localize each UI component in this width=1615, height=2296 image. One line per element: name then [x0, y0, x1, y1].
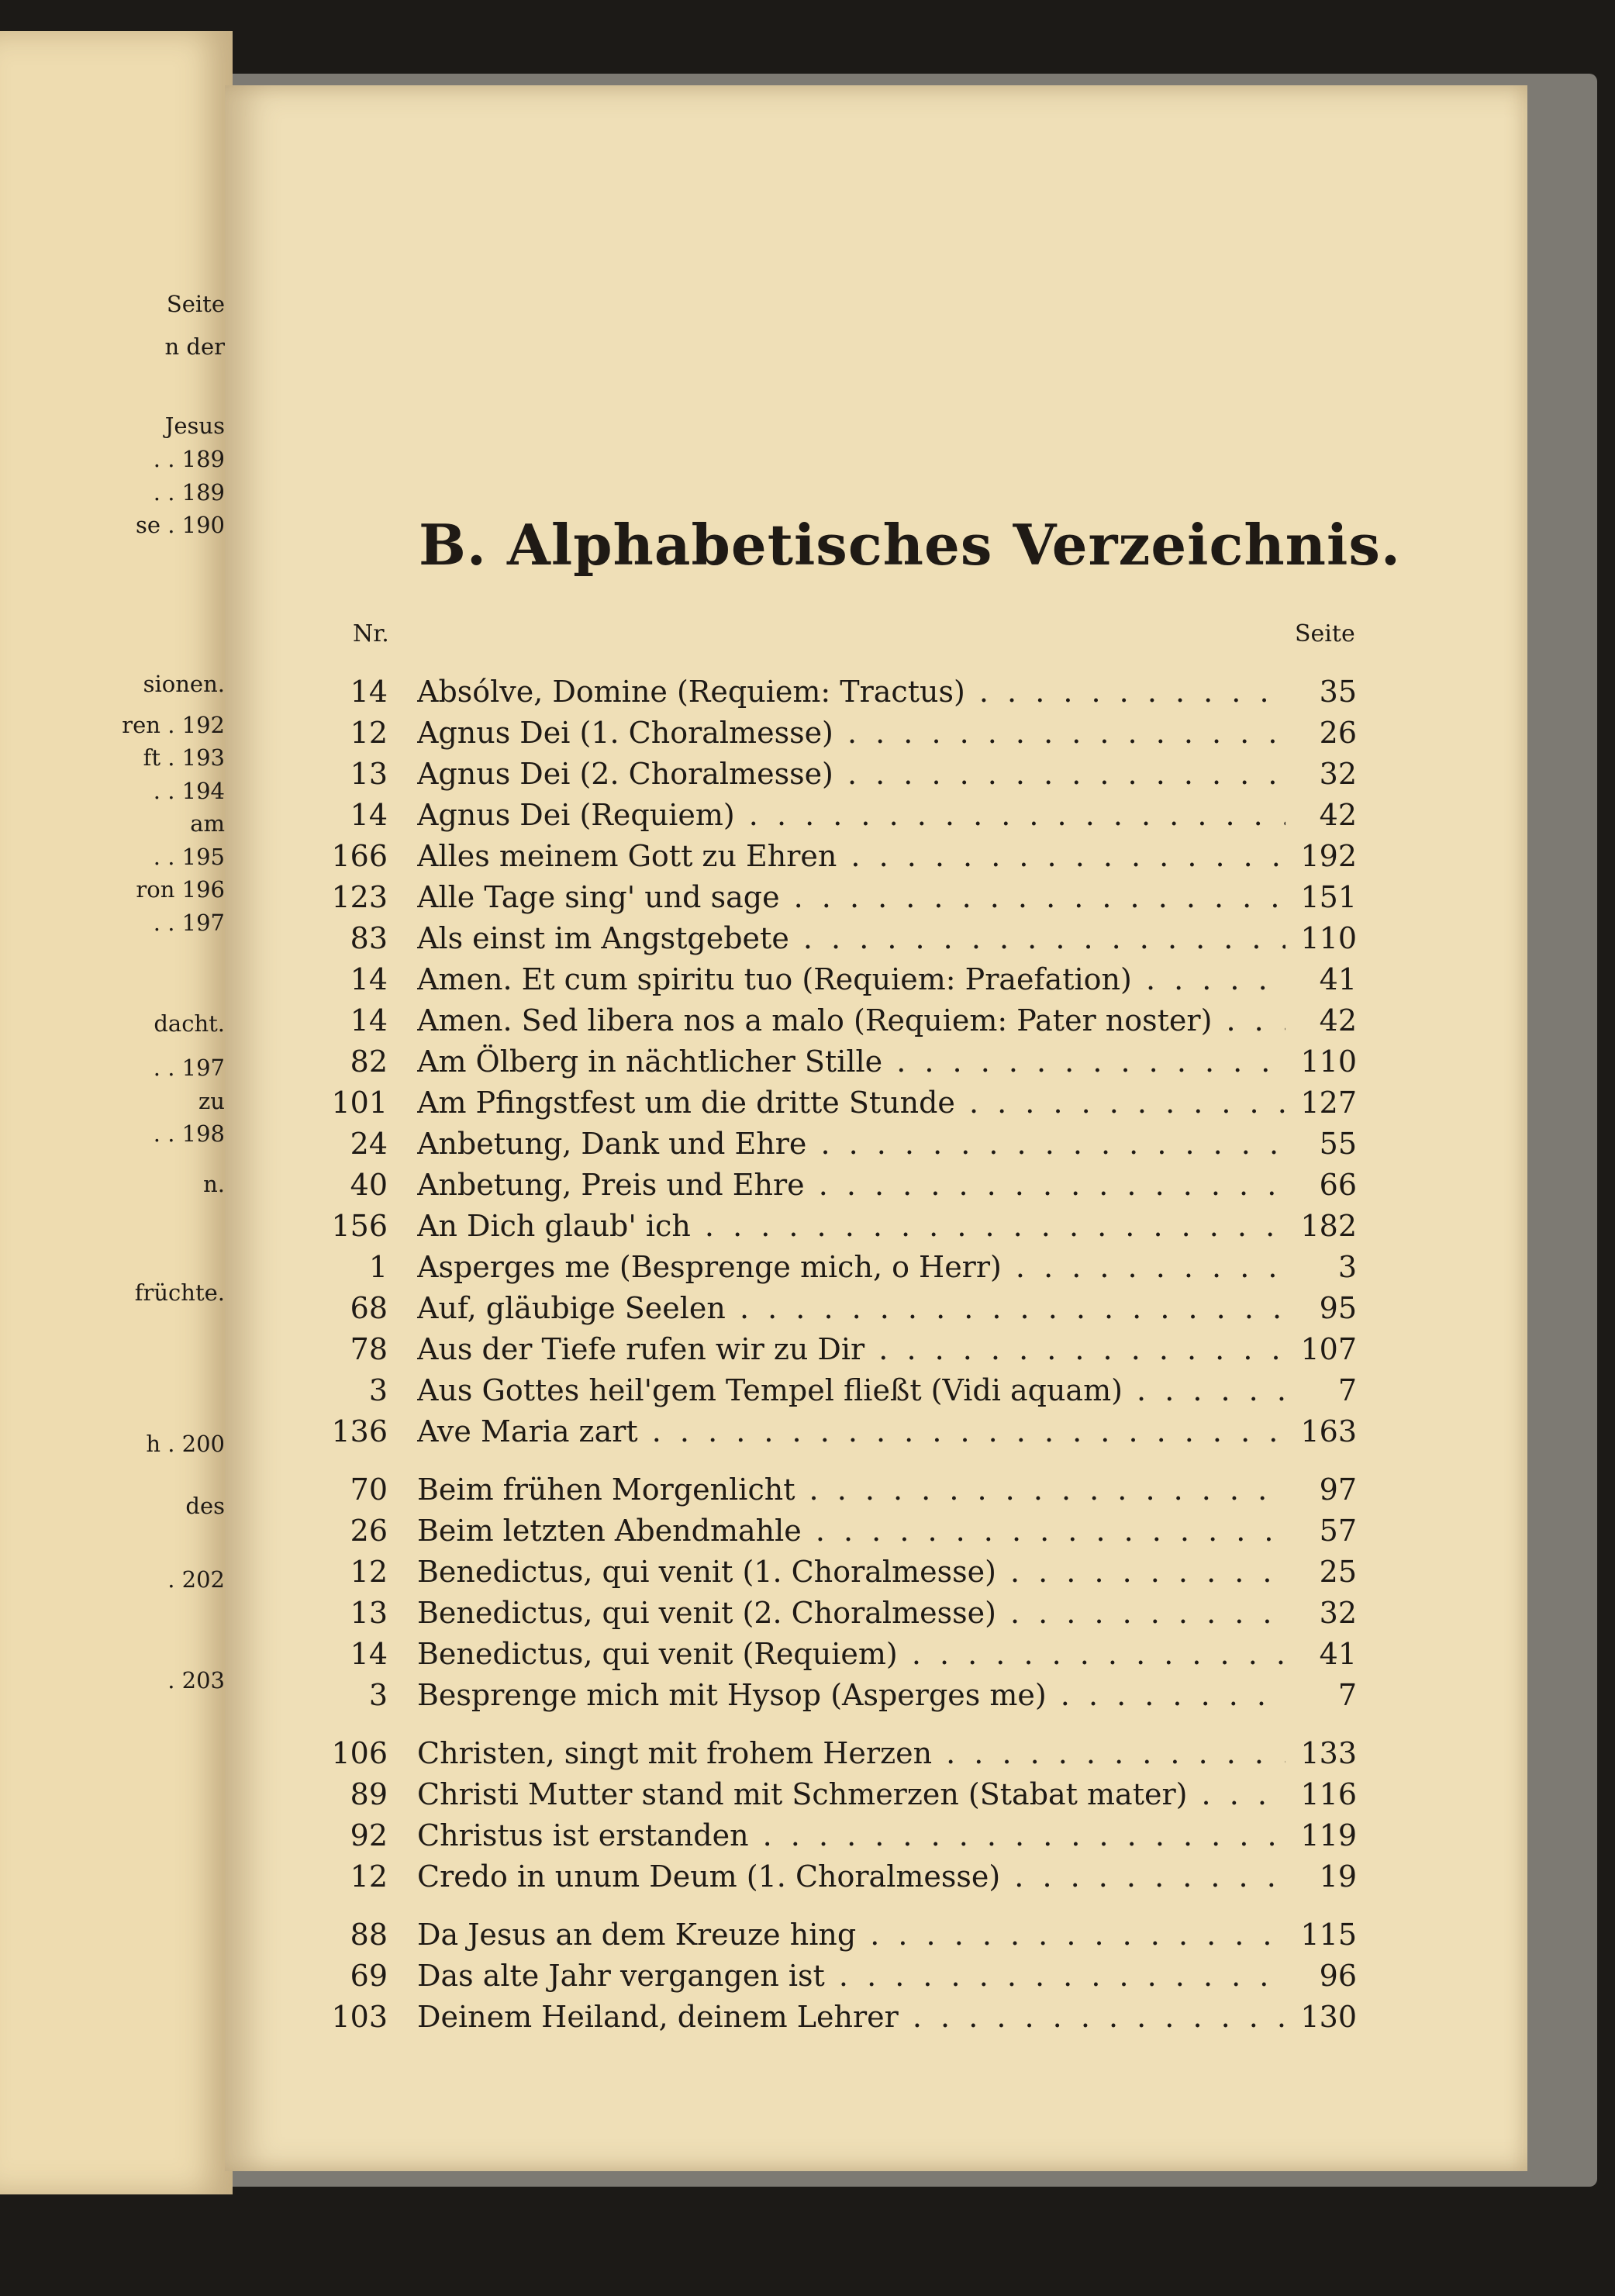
entry-page: 32 [1319, 1596, 1357, 1630]
index-entry [310, 1250, 1365, 1286]
index-entry [310, 798, 1365, 834]
left-page [0, 31, 233, 2194]
entry-page: 41 [1319, 962, 1357, 996]
left-page-line: ft . 193 [143, 744, 225, 771]
entry-title: Da Jesus an dem Kreuze hing . . . [417, 1918, 1285, 1952]
entry-title: Agnus Dei (Requiem) . . . [417, 798, 1285, 832]
index-entry [310, 1003, 1365, 1039]
entry-page: 130 [1300, 2000, 1357, 2034]
left-page-line: . 203 [167, 1667, 225, 1694]
entry-page: 116 [1300, 1777, 1357, 1811]
index-entry [310, 1168, 1365, 1203]
entry-title: Beim letzten Abendmahle . . . [417, 1514, 1285, 1548]
entry-title: Benedictus, qui venit (1. Choralmesse) . . . [417, 1555, 1285, 1589]
index-entry [310, 1414, 1365, 1450]
index-entry [310, 962, 1365, 998]
entry-title: Asperges me (Besprenge mich, o Herr) . . . [417, 1250, 1285, 1284]
entry-number: 14 [350, 675, 388, 709]
entry-page: 182 [1300, 1209, 1357, 1243]
entry-title: Christus ist erstanden . . . [417, 1818, 1285, 1852]
index-entry [310, 1044, 1365, 1080]
entry-title: Am Ölberg in nächtlicher Stille . . . [417, 1044, 1285, 1079]
entry-page: 42 [1319, 798, 1357, 832]
entry-page: 192 [1300, 839, 1357, 873]
entry-page: 42 [1319, 1003, 1357, 1038]
left-page-line: am [190, 810, 225, 837]
entry-title: Agnus Dei (2. Choralmesse) . . . [417, 757, 1285, 791]
entry-number: 136 [331, 1414, 388, 1448]
left-page-line: . . 197 [153, 910, 225, 936]
index-entry [310, 1918, 1365, 1953]
entry-title: Deinem Heiland, deinem Lehrer . . . [417, 2000, 1285, 2034]
entry-title: Amen. Et cum spiritu tuo (Requiem: Praefation) . . . [417, 962, 1285, 996]
entry-title: Das alte Jahr vergangen ist . . . [417, 1959, 1285, 1993]
index-entry [310, 839, 1365, 875]
entry-number: 3 [368, 1373, 388, 1407]
entry-title: Credo in unum Deum (1. Choralmesse) . . . [417, 1859, 1285, 1894]
index-entry [310, 1818, 1365, 1854]
entry-title: Beim frühen Morgenlicht . . . [417, 1473, 1285, 1507]
left-page-line: . 202 [167, 1566, 225, 1593]
index-entry [310, 1777, 1365, 1813]
entry-page: 7 [1337, 1678, 1357, 1712]
entry-title: Amen. Sed libera nos a malo (Requiem: Pater noster) . . . [417, 1003, 1285, 1038]
entry-title: Benedictus, qui venit (2. Choralmesse) . . . [417, 1596, 1285, 1630]
index-entry [310, 1514, 1365, 1549]
page-title: B. Alphabetisches Verzeichnis. [419, 512, 1401, 578]
index-entry [310, 1291, 1365, 1327]
entry-title: Agnus Dei (1. Choralmesse) . . . [417, 716, 1285, 750]
entry-number: 1 [368, 1250, 388, 1284]
entry-number: 12 [350, 1859, 388, 1894]
index-entry [310, 1596, 1365, 1631]
left-page-line: ron 196 [136, 876, 225, 903]
entry-page: 127 [1300, 1086, 1357, 1120]
entry-number: 12 [350, 716, 388, 750]
nr-column-header: Nr. [353, 620, 389, 647]
index-entry [310, 1678, 1365, 1714]
entry-title: Am Pfingstfest um die dritte Stunde . . . [417, 1086, 1285, 1120]
index-entry [310, 1332, 1365, 1368]
entry-number: 40 [350, 1168, 388, 1202]
entry-title: An Dich glaub' ich . . . [417, 1209, 1285, 1243]
entry-number: 103 [331, 2000, 388, 2034]
index-entry [310, 880, 1365, 916]
left-page-line: se . 190 [135, 512, 225, 538]
entry-number: 12 [350, 1555, 388, 1589]
entry-number: 92 [350, 1818, 388, 1852]
entry-title: Anbetung, Dank und Ehre . . . [417, 1127, 1285, 1161]
entry-title: Aus Gottes heil'gem Tempel fließt (Vidi aquam) . . . [417, 1373, 1285, 1407]
index-entry [310, 1555, 1365, 1590]
left-page-line: h . 200 [146, 1431, 225, 1457]
left-page-line: ren . 192 [122, 712, 225, 738]
entry-page: 25 [1319, 1555, 1357, 1589]
entry-page: 26 [1319, 716, 1357, 750]
entry-title: Christi Mutter stand mit Schmerzen (Stabat mater) . . . [417, 1777, 1285, 1811]
entry-page: 66 [1319, 1168, 1357, 1202]
index-entry [310, 757, 1365, 792]
entry-number: 70 [350, 1473, 388, 1507]
entry-page: 41 [1319, 1637, 1357, 1671]
entry-page: 7 [1337, 1373, 1357, 1407]
entry-number: 78 [350, 1332, 388, 1366]
entry-number: 166 [331, 839, 388, 873]
index-entry [310, 1959, 1365, 1994]
entry-number: 26 [350, 1514, 388, 1548]
entry-page: 151 [1300, 880, 1357, 914]
entry-number: 101 [331, 1086, 388, 1120]
left-page-line: . . 189 [153, 479, 225, 506]
entry-page: 55 [1319, 1127, 1357, 1161]
left-page-line: Jesus [164, 413, 225, 439]
entry-page: 57 [1319, 1514, 1357, 1548]
entry-number: 88 [350, 1918, 388, 1952]
entry-number: 89 [350, 1777, 388, 1811]
index-entry [310, 1127, 1365, 1162]
entry-page: 96 [1319, 1959, 1357, 1993]
left-page-line: dacht. [154, 1010, 225, 1037]
left-page-line: früchte. [134, 1279, 225, 1306]
index-entry [310, 1209, 1365, 1245]
index-entry [310, 2000, 1365, 2035]
entry-page: 3 [1337, 1250, 1357, 1284]
index-entry [310, 675, 1365, 710]
index-entry [310, 1373, 1365, 1409]
entry-title: Alle Tage sing' und sage . . . [417, 880, 1285, 914]
entry-number: 24 [350, 1127, 388, 1161]
entry-number: 123 [331, 880, 388, 914]
entry-page: 110 [1300, 921, 1357, 955]
entry-page: 97 [1319, 1473, 1357, 1507]
left-page-line: zu [198, 1088, 225, 1114]
entry-number: 14 [350, 798, 388, 832]
left-page-line: . . 195 [153, 844, 225, 870]
left-page-line: sionen. [143, 671, 225, 697]
left-page-line: . . 194 [153, 778, 225, 804]
entry-page: 115 [1300, 1918, 1357, 1952]
left-page-line: des [185, 1493, 225, 1519]
left-page-line: . . 197 [153, 1055, 225, 1081]
entry-number: 69 [350, 1959, 388, 1993]
entry-page: 32 [1319, 757, 1357, 791]
left-page-line: . . 189 [153, 446, 225, 472]
entry-page: 119 [1300, 1818, 1357, 1852]
entry-page: 163 [1300, 1414, 1357, 1448]
entry-page: 107 [1300, 1332, 1357, 1366]
index-entry [310, 716, 1365, 751]
left-page-line: n der [164, 333, 225, 360]
left-page-line: n. [203, 1171, 225, 1197]
entry-page: 19 [1319, 1859, 1357, 1894]
entry-title: Benedictus, qui venit (Requiem) . . . [417, 1637, 1285, 1671]
index-entry [310, 1086, 1365, 1121]
left-page-line: Seite [166, 291, 225, 317]
entry-number: 82 [350, 1044, 388, 1079]
index-entry [310, 1859, 1365, 1895]
entry-page: 133 [1300, 1736, 1357, 1770]
entry-title: Auf, gläubige Seelen . . . [417, 1291, 1285, 1325]
entry-title: Christen, singt mit frohem Herzen . . . [417, 1736, 1285, 1770]
entry-page: 35 [1319, 675, 1357, 709]
entry-title: Alles meinem Gott zu Ehren . . . [417, 839, 1285, 873]
entry-number: 68 [350, 1291, 388, 1325]
entry-number: 14 [350, 1637, 388, 1671]
index-entry [310, 1736, 1365, 1772]
index-entry [310, 1473, 1365, 1508]
entry-title: Absólve, Domine (Requiem: Tractus) . . . [417, 675, 1285, 709]
entry-title: Besprenge mich mit Hysop (Asperges me) . . . [417, 1678, 1285, 1712]
entry-number: 156 [331, 1209, 388, 1243]
index-entry [310, 1637, 1365, 1673]
left-page-line: . . 198 [153, 1120, 225, 1147]
entry-number: 14 [350, 1003, 388, 1038]
entry-title: Anbetung, Preis und Ehre . . . [417, 1168, 1285, 1202]
seite-column-header: Seite [1295, 620, 1355, 647]
entry-title: Aus der Tiefe rufen wir zu Dir . . . [417, 1332, 1285, 1366]
entry-page: 95 [1319, 1291, 1357, 1325]
index-entry [310, 921, 1365, 957]
entry-page: 110 [1300, 1044, 1357, 1079]
entry-number: 3 [368, 1678, 388, 1712]
entry-number: 13 [350, 1596, 388, 1630]
entry-number: 83 [350, 921, 388, 955]
entry-title: Als einst im Angstgebete . . . [417, 921, 1285, 955]
entry-number: 106 [331, 1736, 388, 1770]
entry-number: 13 [350, 757, 388, 791]
entry-number: 14 [350, 962, 388, 996]
entry-title: Ave Maria zart . . . [417, 1414, 1285, 1448]
